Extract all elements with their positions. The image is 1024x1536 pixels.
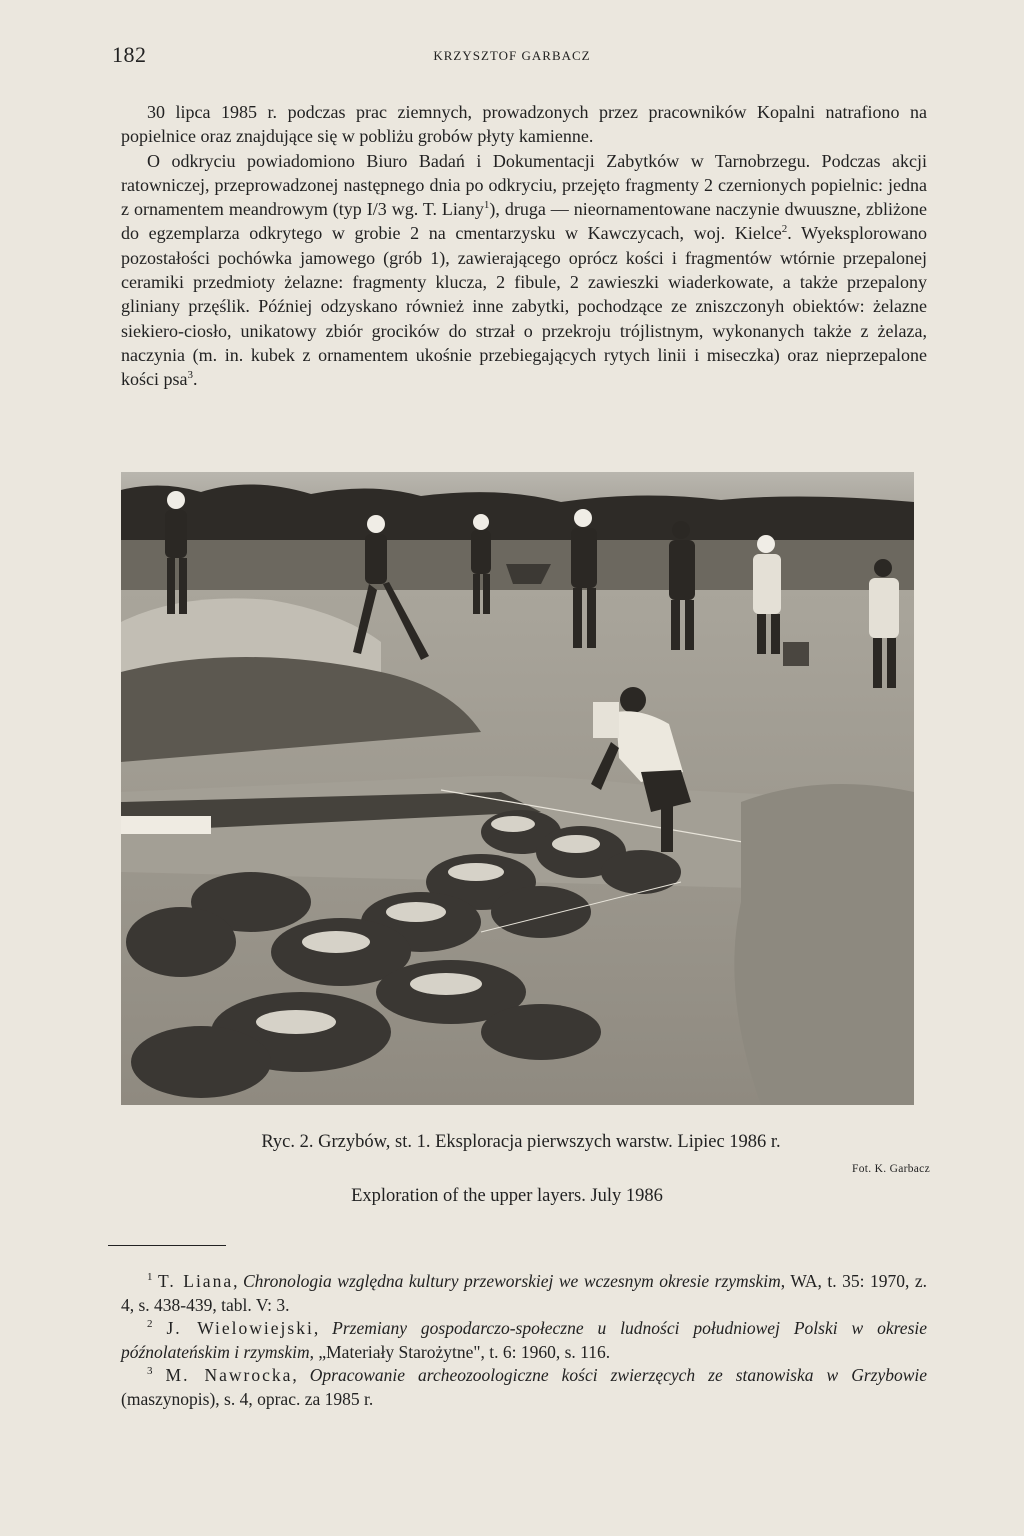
paragraph-1: 30 lipca 1985 r. podczas prac ziemnych, prowadzonych przez pracowników Kopalni natrafiono na popielnice oraz znajdujące się w pobliżu grobów płyty kamienne. xyxy=(121,102,927,147)
footnote-number: 2 xyxy=(147,1318,153,1331)
body-text xyxy=(121,100,927,392)
footnote-ref-2[interactable]: 2 xyxy=(781,223,788,236)
excavation-photo xyxy=(121,472,914,1105)
figure-caption-polish: Ryc. 2. Grzybów, st. 1. Eksploracja pierwszych warstw. Lipiec 1986 r. xyxy=(261,1132,781,1152)
footnote-title: Przemiany gospodarczo-społeczne u ludności południowej Polski w okresie późnolateńskim i rzymskim xyxy=(121,1318,928,1362)
paragraph-2-part-1: O odkryciu powiadomiono Biuro Badań i Dokumentacji Zabytków w Tarnobrzegu. Podczas akcji ratowniczej, przeprowadzonej następnego dnia po odkryciu, przejęto fragmenty 2 czernionych popielnic: jedna z ornamentem meandrowym (typ I/3 wg. T. Liany xyxy=(121,150,927,220)
footnote-author: T. Liana xyxy=(158,1271,234,1291)
footnote-rest: , „Materiały Starożytne", t. 6: 1960, s. 116. xyxy=(309,1341,611,1362)
footnote-ref-3[interactable]: 3 xyxy=(187,369,193,382)
footnote-ref-1[interactable]: 1 xyxy=(483,199,490,212)
measuring-board xyxy=(121,816,211,834)
excavation-photo-illustration xyxy=(121,472,914,1105)
photo-credit: Fot. K. Garbacz xyxy=(852,1163,930,1175)
footnote-title: Chronologia względna kultury przeworskiej we wczesnym okresie rzymskim xyxy=(242,1271,781,1291)
footnote-separator xyxy=(108,1245,226,1246)
footnote-number: 1 xyxy=(147,1271,153,1284)
footnote-2: $^2$ J. Wielowiejski, Przemiany gospodarczo-społeczne u ludności południowej Polski w okresie późnolateńskim i rzymskim, „Materiały Starożytne", t. 6: 1960, s. 116. xyxy=(121,1318,928,1362)
paragraph-2-part-2: ), druga — nieornamentowane naczynie dwuuszne, zbliżone do egzemplarza odkrytego w grobie 2 na cmentarzysku w Kawczycach, woj. Kielce xyxy=(121,199,927,244)
footnote-3: $^3$ M. Nawrocka, Opracowanie archeozoologiczne kości zwierzęcych ze stanowiska w Grzybowie (maszynopis), s. 4, oprac. za 1985 r. xyxy=(121,1365,928,1409)
footnote-rest: , WA, t. 35: 1970, z. 4, s. 438-439, tabl. V: 3. xyxy=(121,1271,928,1315)
footnote-author: J. Wielowiejski xyxy=(166,1318,314,1338)
figure-caption-english: Exploration of the upper layers. July 1986 xyxy=(351,1186,663,1206)
footnote-number: 3 xyxy=(147,1365,153,1378)
paragraph-2-part-3: . Wyeksplorowano pozostałości pochówka jamowego (grób 1), zawierającego oprócz kości i fragmentów wtórnie przepalonej ceramiki przedmioty żelazne: fragmenty klucza, 2 fibule, 2 zawieszki wiaderkowate, a także przepalony gliniany przęślik. Później odzyskano również inne zabytki, pochodzące ze zniszczonyh obiektów: żelazne siekiero-ciosło, unikatowy zbiór grocików do strzał o przekroju trójlistnym, wykonanych także z żelaza, naczynia (m. in. kubek z ornamentem ukośnie przebiegających rytych linii i miseczka) oraz nieprzepalone kości psa xyxy=(121,223,927,390)
footnote-author: M. Nawrocka xyxy=(165,1365,293,1385)
paragraph-2 xyxy=(121,149,927,392)
footnote-1: $^1$ T. Liana, Chronologia względna kultury przeworskiej we wczesnym okresie rzymskim, WA, t. 35: 1970, z. 4, s. 438-439, tabl. V: 3. xyxy=(121,1271,928,1315)
footnote-rest: (maszynopis), s. 4, oprac. za 1985 r. xyxy=(121,1388,374,1409)
footnotes xyxy=(121,1270,927,1411)
bucket xyxy=(593,702,619,738)
page-number: 182 xyxy=(112,42,147,67)
running-title: KRZYSZTOF GARBACZ xyxy=(433,48,591,63)
paragraph-2-part-4: . xyxy=(193,369,198,390)
trench-side-right xyxy=(734,784,914,1105)
footnote-title: Opracowanie archeozoologiczne kości zwierzęcych ze stanowiska w Grzybowie xyxy=(309,1365,928,1385)
